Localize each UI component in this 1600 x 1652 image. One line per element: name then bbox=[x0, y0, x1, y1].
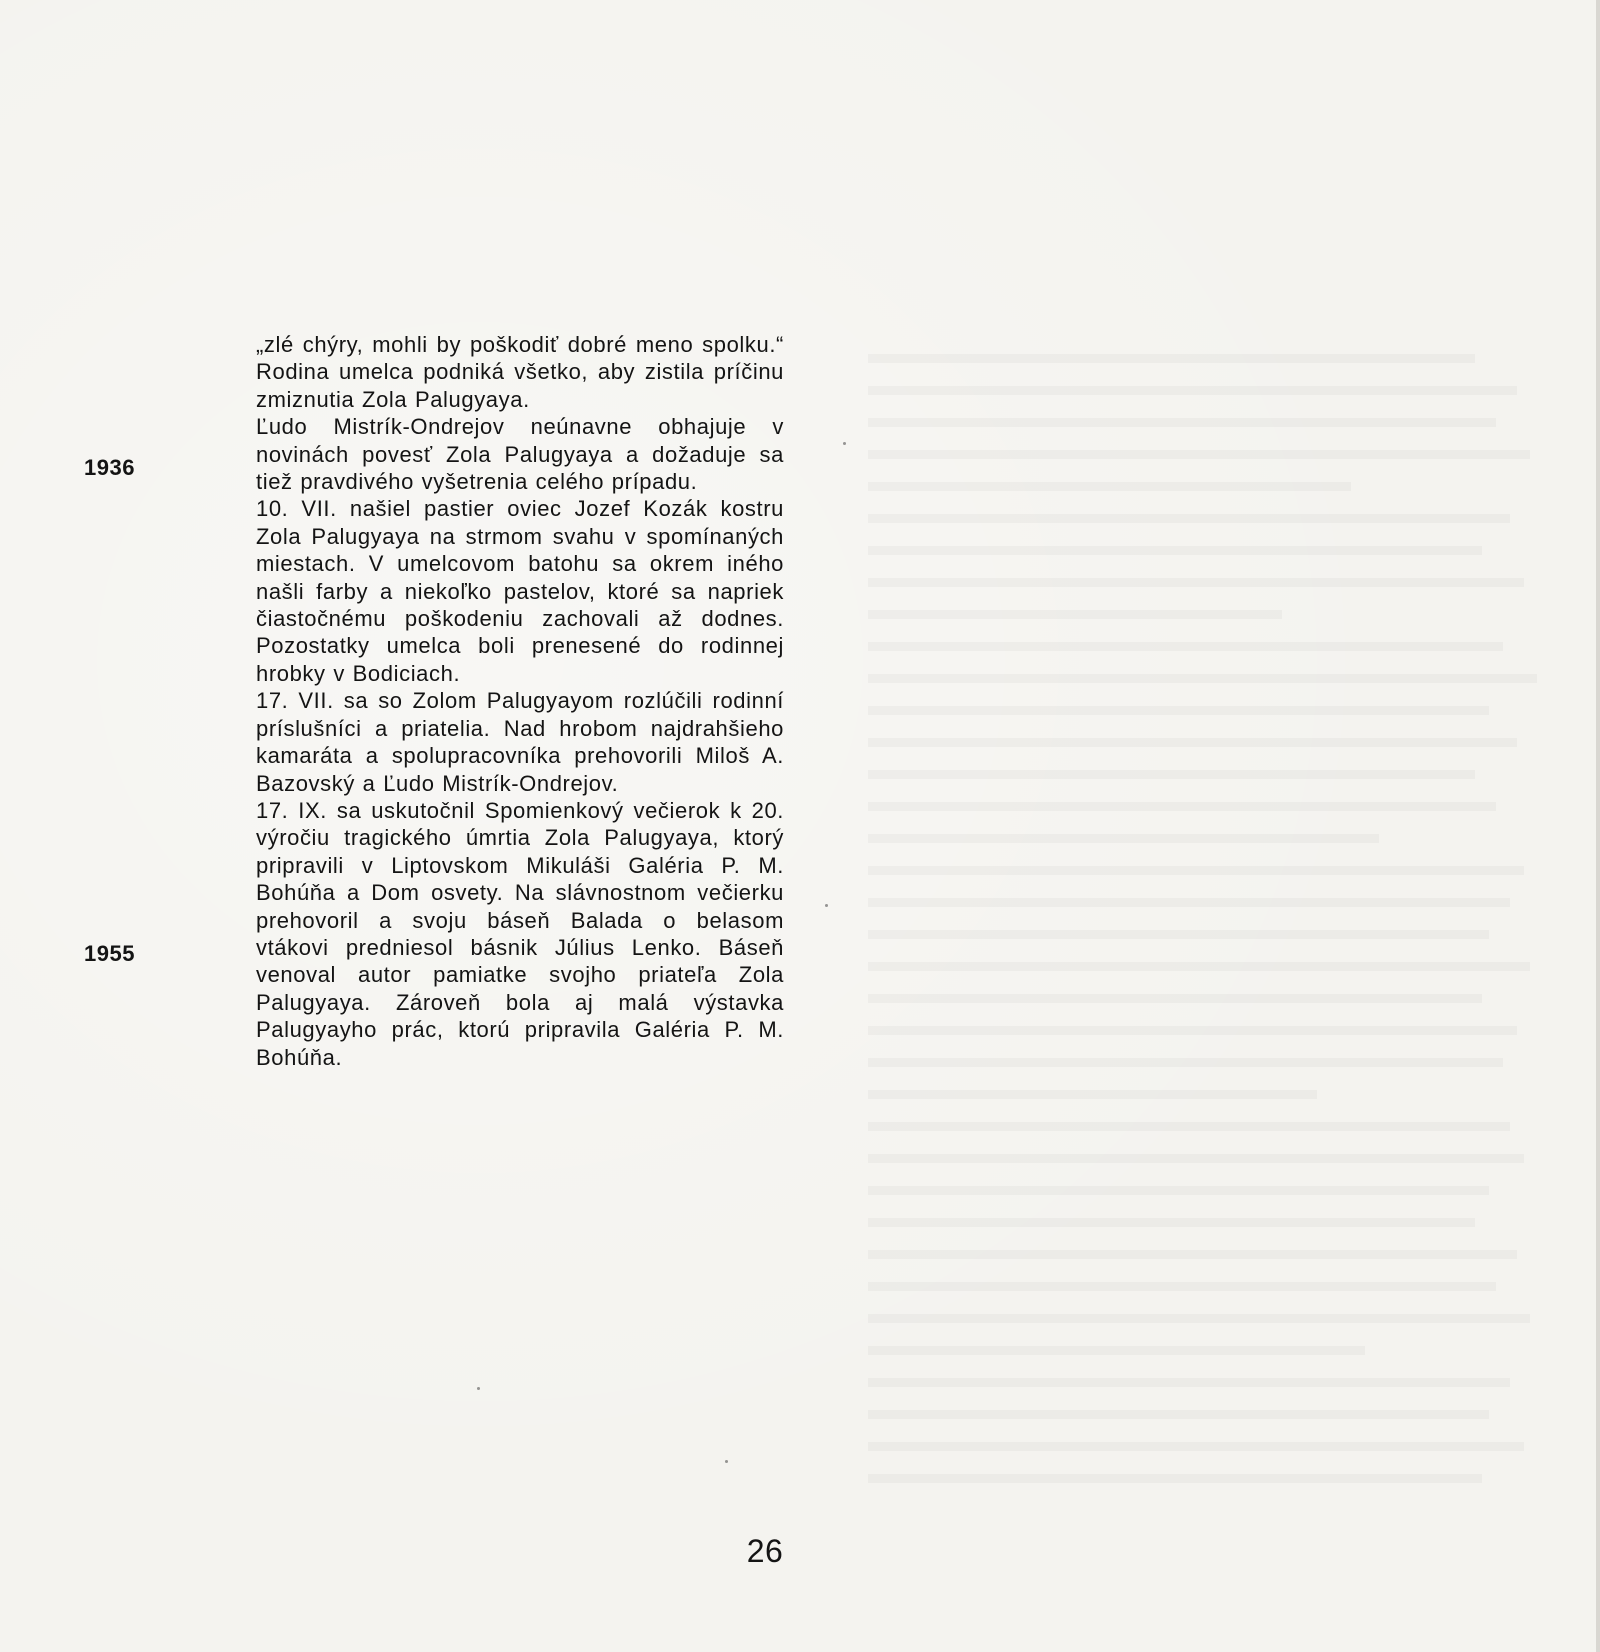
paper-speck bbox=[843, 442, 846, 445]
year-label-1955: 1955 bbox=[84, 941, 135, 966]
timeline-paragraph-1936-defense: Ľudo Mistrík-Ondrejov neúnavne obhajuje v novinách povesť Zola Palugyaya a dožaduje sa tiež pravdivého vyšetrenia celého prípadu. bbox=[256, 414, 784, 495]
show-through-line bbox=[868, 688, 1489, 715]
show-through-line bbox=[868, 1456, 1482, 1483]
show-through-line bbox=[868, 944, 1530, 971]
show-through-line bbox=[868, 784, 1496, 811]
show-through-line bbox=[868, 656, 1537, 683]
show-through-line bbox=[868, 1072, 1317, 1099]
paper-speck bbox=[725, 1460, 728, 1463]
timeline-text-column bbox=[256, 331, 784, 1071]
show-through-line bbox=[868, 1040, 1503, 1067]
paper-speck bbox=[477, 1387, 480, 1390]
show-through-line bbox=[868, 1360, 1510, 1387]
timeline-paragraph-continued: „zlé chýry, mohli by poškodiť dobré meno spolku.“ Rodina umelca podniká všetko, aby zistila príčinu zmiznutia Zola Palugyaya. bbox=[256, 332, 784, 412]
show-through-line bbox=[868, 1168, 1489, 1195]
show-through-line bbox=[868, 848, 1524, 875]
show-through-line bbox=[868, 592, 1282, 619]
show-through-line bbox=[868, 400, 1496, 427]
page-edge bbox=[1596, 0, 1600, 1652]
show-through-line bbox=[868, 752, 1475, 779]
show-through-line bbox=[868, 528, 1482, 555]
show-through-line bbox=[868, 1264, 1496, 1291]
show-through-line bbox=[868, 1136, 1524, 1163]
show-through-line bbox=[868, 1200, 1475, 1227]
timeline-paragraph-1955-sept-17: 17. IX. sa uskutočnil Spomienkový večierok k 20. výročiu tragického úmrtia Zola Palugyaya, ktorý pripravili v Liptovskom Mikuláši Galéria P. M. Bohúňa a Dom osvety. Na slávnostnom večierku prehovoril a svoju báseň Balada o belasom vtákovi predniesol básnik Július Lenko. Báseň venoval autor pamiatke svojho priateľa Zola Palugyaya. Zároveň bola aj malá výstavka Palugyayho prác, ktorú pripravila Galéria P. M. Bohúňa. bbox=[256, 797, 784, 1070]
show-through-line bbox=[868, 1392, 1489, 1419]
show-through-line bbox=[868, 720, 1517, 747]
show-through-line bbox=[868, 1328, 1365, 1355]
show-through-line bbox=[868, 912, 1489, 939]
show-through-line bbox=[868, 816, 1379, 843]
show-through-line bbox=[868, 624, 1503, 651]
show-through-line bbox=[868, 1424, 1524, 1451]
show-through-line bbox=[868, 1008, 1517, 1035]
timeline-paragraph-1936-july-10: 10. VII. našiel pastier oviec Jozef Kozák kostru Zola Palugyaya na strmom svahu v spomínaných miestach. V umelcovom batohu sa okrem iného našli farby a niekoľko pastelov, ktoré sa napriek čiastočnému poškodeniu zachovali až dodnes. Pozostatky umelca boli prenesené do rodinnej hrobky v Bodiciach. bbox=[256, 496, 784, 686]
show-through-line bbox=[868, 880, 1510, 907]
show-through-line bbox=[868, 1296, 1530, 1323]
show-through-line bbox=[868, 432, 1530, 459]
show-through-line bbox=[868, 1232, 1517, 1259]
show-through-line bbox=[868, 560, 1524, 587]
show-through-line bbox=[868, 496, 1510, 523]
show-through-line bbox=[868, 464, 1351, 491]
show-through-texture bbox=[868, 336, 1558, 1496]
page-number: 26 bbox=[746, 1533, 784, 1569]
show-through-line bbox=[868, 368, 1517, 395]
show-through-line bbox=[868, 336, 1475, 363]
year-label-1936: 1936 bbox=[84, 455, 135, 480]
timeline-paragraph-1936-july-17: 17. VII. sa so Zolom Palugyayom rozlúčili rodinní príslušníci a priatelia. Nad hrobom najdrahšieho kamaráta a spolupracovníka prehovorili Miloš A. Bazovský a Ľudo Mistrík-Ondrejov. bbox=[256, 688, 784, 796]
show-through-line bbox=[868, 1104, 1510, 1131]
paper-speck bbox=[825, 904, 828, 907]
show-through-line bbox=[868, 976, 1482, 1003]
